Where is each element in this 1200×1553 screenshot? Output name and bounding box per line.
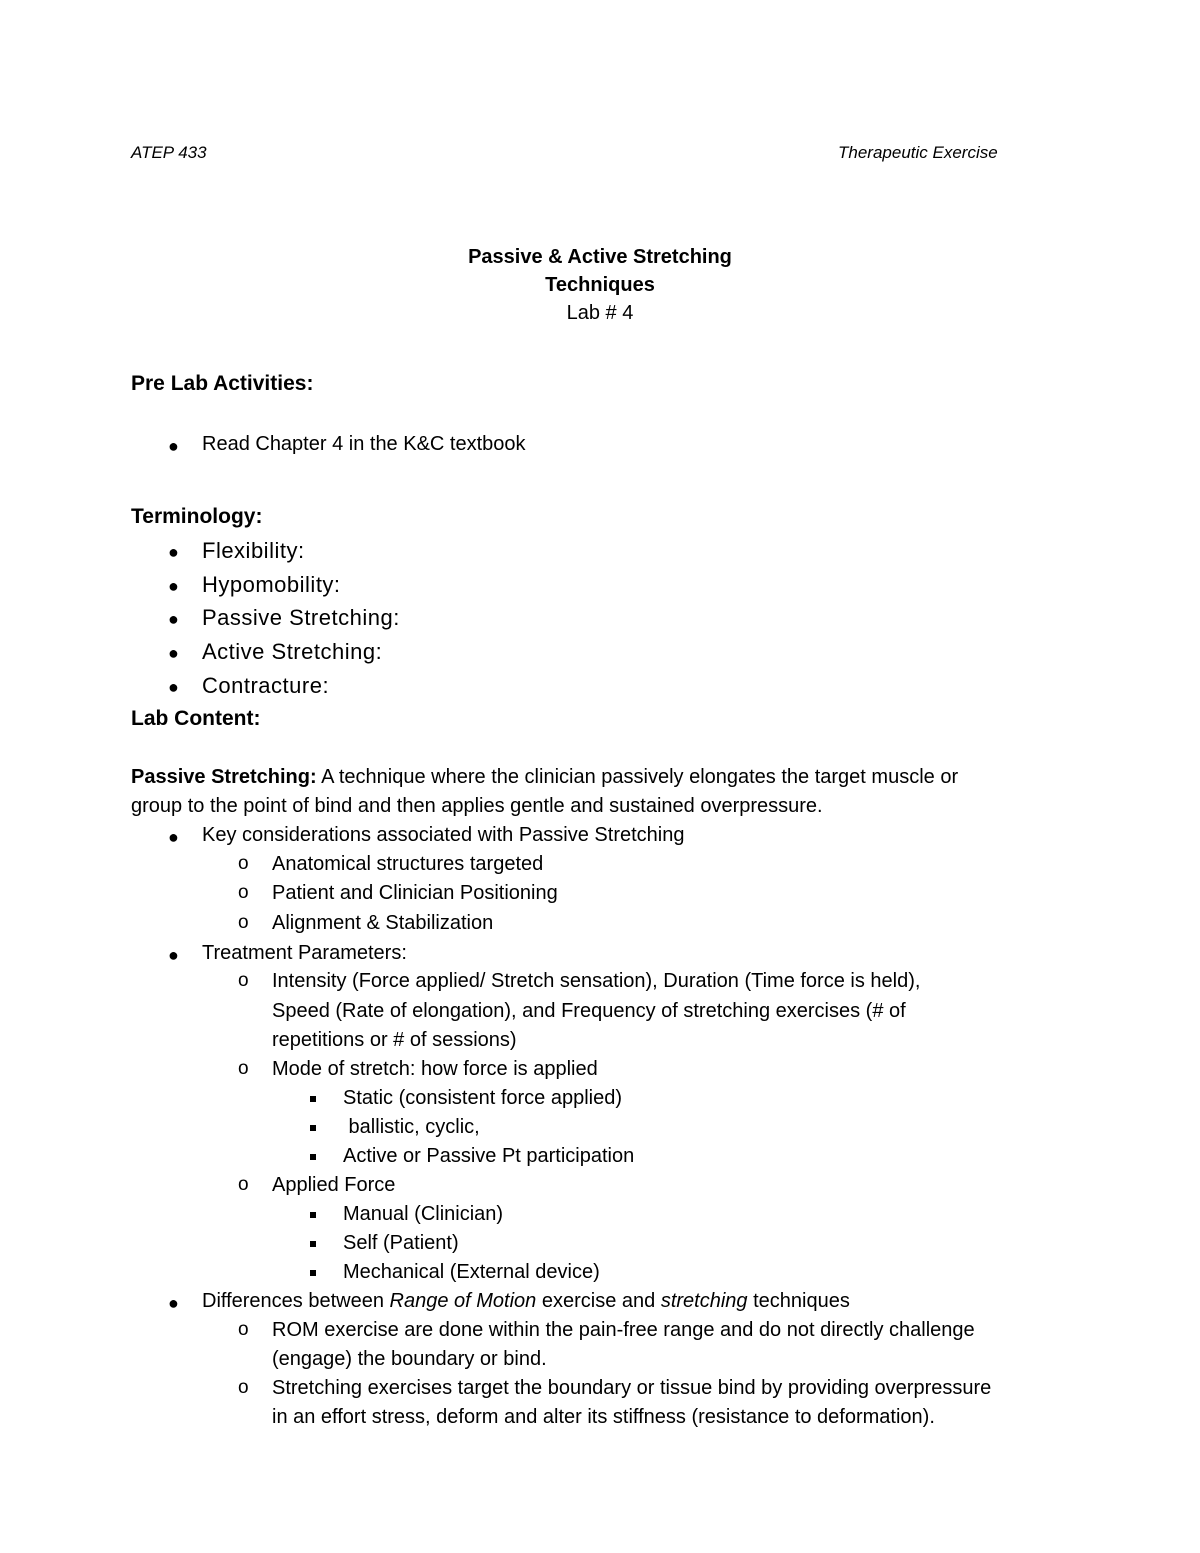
passive-definition-line-2: group to the point of bind and then applies gentle and sustained overpressure. [131,795,823,817]
course-code: ATEP 433 [131,143,207,162]
bullet-icon: ● [168,827,179,847]
term-item: Active Stretching: [202,639,383,664]
circle-bullet-icon: o [238,1174,249,1195]
title-line-1: Passive & Active Stretching [468,246,732,268]
bullet-icon: ● [168,436,179,456]
force-item: Self (Patient) [343,1232,459,1254]
circle-bullet-icon: o [238,882,249,903]
rom-line-2: (engage) the boundary or bind. [272,1348,547,1370]
force-item: Mechanical (External device) [343,1261,600,1283]
circle-bullet-icon: o [238,1377,249,1398]
list-item: Patient and Clinician Positioning [272,882,558,904]
applied-force-label: Applied Force [272,1174,396,1196]
terminology-heading: Terminology: [131,505,263,528]
bullet-icon: ● [168,609,179,629]
intensity-line-3: repetitions or # of sessions) [272,1029,517,1051]
term-item: Contracture: [202,673,330,698]
mode-item: ballistic, cyclic, [343,1116,480,1138]
intensity-line-1: Intensity (Force applied/ Stretch sensation), Duration (Time force is held), [272,970,921,992]
mode-item: Active or Passive Pt participation [343,1145,635,1167]
passive-stretching-label: Passive Stretching: [131,766,317,788]
term-item: Hypomobility: [202,572,341,597]
term-item: Passive Stretching: [202,605,400,630]
circle-bullet-icon: o [238,1058,249,1079]
bullet-icon: ● [168,643,179,663]
list-item: Anatomical structures targeted [272,853,544,875]
square-bullet-icon [310,1241,316,1247]
course-name: Therapeutic Exercise [838,143,998,162]
differences-prefix: Differences between [202,1290,390,1312]
differences-suffix: techniques [747,1290,850,1312]
stretch-line-2: in an effort stress, deform and alter its stiffness (resistance to deformation). [272,1406,935,1428]
passive-definition-text: A technique where the clinician passively elongates the target muscle or [316,766,959,788]
lab-content-heading: Lab Content: [131,707,261,730]
square-bullet-icon [310,1096,316,1102]
term-item: Flexibility: [202,538,305,563]
bullet-icon: ● [168,576,179,596]
square-bullet-icon [310,1270,316,1276]
treatment-parameters-label: Treatment Parameters: [202,942,407,964]
intensity-line-2: Speed (Rate of elongation), and Frequency of stretching exercises (# of [272,1000,906,1022]
range-of-motion-term: Range of Motion [389,1290,537,1312]
circle-bullet-icon: o [238,970,249,991]
title-line-3: Lab # 4 [566,302,634,324]
square-bullet-icon [310,1212,316,1218]
document-title [0,243,1200,327]
pre-lab-item: Read Chapter 4 in the K&C textbook [202,433,526,455]
bullet-icon: ● [168,542,179,562]
bullet-icon: ● [168,945,179,965]
pre-lab-heading: Pre Lab Activities: [131,372,314,395]
stretching-term: stretching [660,1290,748,1312]
list-item: Alignment & Stabilization [272,912,494,934]
bullet-icon: ● [168,1293,179,1313]
rom-line-1: ROM exercise are done within the pain-free range and do not directly challenge [272,1319,975,1341]
mode-of-stretch-label: Mode of stretch: how force is applied [272,1058,598,1080]
circle-bullet-icon: o [238,1319,249,1340]
differences-label [202,1290,850,1313]
title-line-2: Techniques [545,274,655,296]
square-bullet-icon [310,1154,316,1160]
circle-bullet-icon: o [238,912,249,933]
passive-definition-line-1 [131,766,958,789]
force-item: Manual (Clinician) [343,1203,504,1225]
key-considerations-label: Key considerations associated with Passive Stretching [202,824,685,846]
differences-mid: exercise and [536,1290,661,1312]
mode-item: Static (consistent force applied) [343,1087,623,1109]
stretch-line-1: Stretching exercises target the boundary or tissue bind by providing overpressure [272,1377,992,1399]
circle-bullet-icon: o [238,853,249,874]
bullet-icon: ● [168,677,179,697]
square-bullet-icon [310,1125,316,1131]
